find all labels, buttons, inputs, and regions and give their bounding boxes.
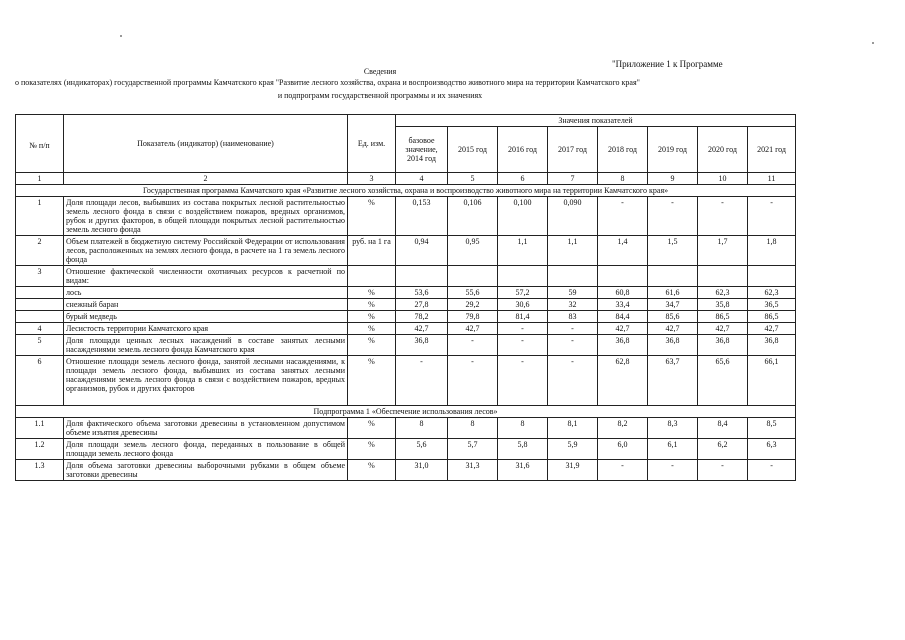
section-subprogram-1: Подпрограмма 1 «Обеспечение использования лесов» [16, 406, 796, 418]
header-year: 2021 год [748, 127, 796, 173]
value-cell: 1,1 [548, 236, 598, 266]
value-cell: 36,8 [698, 335, 748, 356]
indicator-name: бурый медведь [64, 311, 348, 323]
value-cell: 8 [498, 418, 548, 439]
column-number: 5 [448, 173, 498, 185]
header-year: 2018 год [598, 127, 648, 173]
table-row [16, 299, 796, 311]
value-cell: 36,8 [648, 335, 698, 356]
header-year: 2016 год [498, 127, 548, 173]
row-number: 1.2 [16, 439, 64, 460]
value-cell: 33,4 [598, 299, 648, 311]
value-cell: - [448, 335, 498, 356]
indicator-name: Отношение площади земель лесного фонда, занятой лесными насаждениями, к площади земель лесного фонда, выбывших из состава занятых лесными насаждениями земель лесного фонда в связи с воздействием пожаров, вредных организмов, рубок и других факторов [64, 356, 348, 406]
value-cell: - [698, 197, 748, 236]
header-unit: Ед. изм. [348, 115, 396, 173]
unit-cell: % [348, 460, 396, 481]
value-cell: 79,8 [448, 311, 498, 323]
document-subtitle-2: и подпрограмм государственной программы и их значениях [277, 91, 483, 100]
row-number [16, 287, 64, 299]
indicator-name: Отношение фактической численности охотничьих ресурсов к расчетной по видам: [64, 266, 348, 287]
unit-cell [348, 266, 396, 287]
header-year: 2020 год [698, 127, 748, 173]
row-number: 1.1 [16, 418, 64, 439]
column-number: 11 [748, 173, 796, 185]
value-cell: 55,6 [448, 287, 498, 299]
value-cell: 31,3 [448, 460, 498, 481]
value-cell: 0,153 [396, 197, 448, 236]
indicator-name: Доля площади лесов, выбывших из состава покрытых лесной растительностью земель лесного фонда в связи с воздействием пожаров, вредных организмов, рубок и других факторов, в общей площади покрытых лесной растительностью земель лесного фонда [64, 197, 348, 236]
value-cell: 0,95 [448, 236, 498, 266]
unit-cell: % [348, 299, 396, 311]
value-cell: 1,8 [748, 236, 796, 266]
column-number: 7 [548, 173, 598, 185]
value-cell: 36,8 [748, 335, 796, 356]
value-cell: 32 [548, 299, 598, 311]
value-cell: - [548, 323, 598, 335]
header-num: № п/п [16, 115, 64, 173]
value-cell: 62,8 [598, 356, 648, 406]
value-cell [748, 266, 796, 287]
unit-cell: % [348, 311, 396, 323]
indicator-name: лось [64, 287, 348, 299]
value-cell: 62,3 [698, 287, 748, 299]
unit-cell: % [348, 323, 396, 335]
row-number: 5 [16, 335, 64, 356]
value-cell: - [598, 460, 648, 481]
value-cell: 63,7 [648, 356, 698, 406]
value-cell: 60,8 [598, 287, 648, 299]
value-cell: 85,6 [648, 311, 698, 323]
value-cell: 86,5 [748, 311, 796, 323]
value-cell: 1,7 [698, 236, 748, 266]
value-cell: 36,5 [748, 299, 796, 311]
table-row [16, 439, 796, 460]
value-cell: 0,94 [396, 236, 448, 266]
column-number: 10 [698, 173, 748, 185]
value-cell [698, 266, 748, 287]
indicator-name: Доля фактического объема заготовки древесины в установленном допустимом объеме изъятия древесины [64, 418, 348, 439]
indicators-table [15, 114, 796, 481]
value-cell: 62,3 [748, 287, 796, 299]
value-cell: 66,1 [748, 356, 796, 406]
unit-cell: % [348, 356, 396, 406]
value-cell: 42,7 [698, 323, 748, 335]
value-cell: 61,6 [648, 287, 698, 299]
row-number: 1 [16, 197, 64, 236]
value-cell: 30,6 [498, 299, 548, 311]
value-cell: 57,2 [498, 287, 548, 299]
table-row [16, 323, 796, 335]
header-year: 2015 год [448, 127, 498, 173]
value-cell: - [598, 197, 648, 236]
value-cell: - [748, 460, 796, 481]
scan-speck [120, 35, 122, 37]
section-program: Государственная программа Камчатского края «Развитие лесного хозяйства, охрана и воспроизводство животного мира на территории Камчатского края» [16, 185, 796, 197]
indicator-name: Объем платежей в бюджетную систему Российской Федерации от использования лесов, расположенных на землях лесного фонда, в расчете на 1 га земель лесного фонда [64, 236, 348, 266]
value-cell: 86,5 [698, 311, 748, 323]
unit-cell: % [348, 439, 396, 460]
value-cell: 5,8 [498, 439, 548, 460]
indicator-name: Доля объема заготовки древесины выборочными рубками в общем объеме заготовки древесины [64, 460, 348, 481]
value-cell: - [548, 356, 598, 406]
value-cell: 53,6 [396, 287, 448, 299]
document-subtitle: о показателях (индикаторах) государственной программы Камчатского края "Развитие лесного хозяйства, охрана и воспроизводство животного мира на территории Камчатского края" [15, 78, 640, 87]
value-cell: 31,9 [548, 460, 598, 481]
value-cell: 42,7 [748, 323, 796, 335]
indicator-name: Доля площади земель лесного фонда, переданных в пользование в общей площади земель лесного фонда [64, 439, 348, 460]
value-cell [648, 266, 698, 287]
table-row [16, 197, 796, 236]
value-cell: 83 [548, 311, 598, 323]
value-cell [598, 266, 648, 287]
value-cell [548, 266, 598, 287]
value-cell: 6,3 [748, 439, 796, 460]
table-row [16, 335, 796, 356]
value-cell: 34,7 [648, 299, 698, 311]
value-cell: 8,1 [548, 418, 598, 439]
table-row [16, 418, 796, 439]
value-cell: 27,8 [396, 299, 448, 311]
header-values-group: Значения показателей [396, 115, 796, 127]
indicator-name: Лесистость территории Камчатского края [64, 323, 348, 335]
column-number: 4 [396, 173, 448, 185]
value-cell: 6,0 [598, 439, 648, 460]
value-cell: 0,090 [548, 197, 598, 236]
column-number: 2 [64, 173, 348, 185]
column-number: 6 [498, 173, 548, 185]
unit-cell: % [348, 287, 396, 299]
row-number: 4 [16, 323, 64, 335]
row-number [16, 311, 64, 323]
header-indicator: Показатель (индикатор) (наименование) [64, 115, 348, 173]
value-cell [396, 266, 448, 287]
table-row [16, 356, 796, 406]
value-cell: 36,8 [396, 335, 448, 356]
value-cell: 35,8 [698, 299, 748, 311]
column-number: 1 [16, 173, 64, 185]
value-cell: 31,6 [498, 460, 548, 481]
value-cell: - [498, 356, 548, 406]
value-cell: - [648, 460, 698, 481]
unit-cell: % [348, 418, 396, 439]
value-cell: 78,2 [396, 311, 448, 323]
unit-cell: руб. на 1 га [348, 236, 396, 266]
value-cell: 0,106 [448, 197, 498, 236]
value-cell: - [396, 356, 448, 406]
header-year: 2019 год [648, 127, 698, 173]
value-cell: 5,6 [396, 439, 448, 460]
column-number: 8 [598, 173, 648, 185]
indicator-name: Доля площади ценных лесных насаждений в составе занятых лесными насаждениями земель лесного фонда Камчатского края [64, 335, 348, 356]
value-cell: - [698, 460, 748, 481]
value-cell: 8,2 [598, 418, 648, 439]
value-cell: 42,7 [598, 323, 648, 335]
indicator-name: снежный баран [64, 299, 348, 311]
value-cell: - [448, 356, 498, 406]
value-cell: 0,100 [498, 197, 548, 236]
value-cell: 36,8 [598, 335, 648, 356]
value-cell: 6,2 [698, 439, 748, 460]
row-number: 1.3 [16, 460, 64, 481]
value-cell: 1,4 [598, 236, 648, 266]
value-cell: - [498, 335, 548, 356]
value-cell: 8,4 [698, 418, 748, 439]
table-row [16, 266, 796, 287]
value-cell: 1,5 [648, 236, 698, 266]
row-number: 6 [16, 356, 64, 406]
document-title: Сведения [363, 67, 397, 76]
value-cell: 81,4 [498, 311, 548, 323]
value-cell: 31,0 [396, 460, 448, 481]
value-cell: - [498, 323, 548, 335]
value-cell: 5,9 [548, 439, 598, 460]
value-cell: 42,7 [396, 323, 448, 335]
value-cell: 42,7 [448, 323, 498, 335]
value-cell: 8 [448, 418, 498, 439]
header-base-year: базовое значение, 2014 год [396, 127, 448, 173]
value-cell: 8,3 [648, 418, 698, 439]
column-number: 9 [648, 173, 698, 185]
value-cell: - [548, 335, 598, 356]
value-cell: - [748, 197, 796, 236]
table-row [16, 311, 796, 323]
column-number: 3 [348, 173, 396, 185]
value-cell: 65,6 [698, 356, 748, 406]
value-cell: 29,2 [448, 299, 498, 311]
value-cell: 42,7 [648, 323, 698, 335]
row-number: 2 [16, 236, 64, 266]
header-year: 2017 год [548, 127, 598, 173]
value-cell: 8,5 [748, 418, 796, 439]
value-cell: 59 [548, 287, 598, 299]
value-cell: 84,4 [598, 311, 648, 323]
value-cell [448, 266, 498, 287]
value-cell: 8 [396, 418, 448, 439]
unit-cell: % [348, 197, 396, 236]
table-row [16, 287, 796, 299]
value-cell: 1,1 [498, 236, 548, 266]
value-cell: 5,7 [448, 439, 498, 460]
appendix-label: "Приложение 1 к Программе [612, 59, 723, 69]
table-row [16, 236, 796, 266]
scan-speck [872, 42, 874, 44]
value-cell: 6,1 [648, 439, 698, 460]
unit-cell: % [348, 335, 396, 356]
value-cell: - [648, 197, 698, 236]
table-row [16, 460, 796, 481]
value-cell [498, 266, 548, 287]
row-number [16, 299, 64, 311]
row-number: 3 [16, 266, 64, 287]
